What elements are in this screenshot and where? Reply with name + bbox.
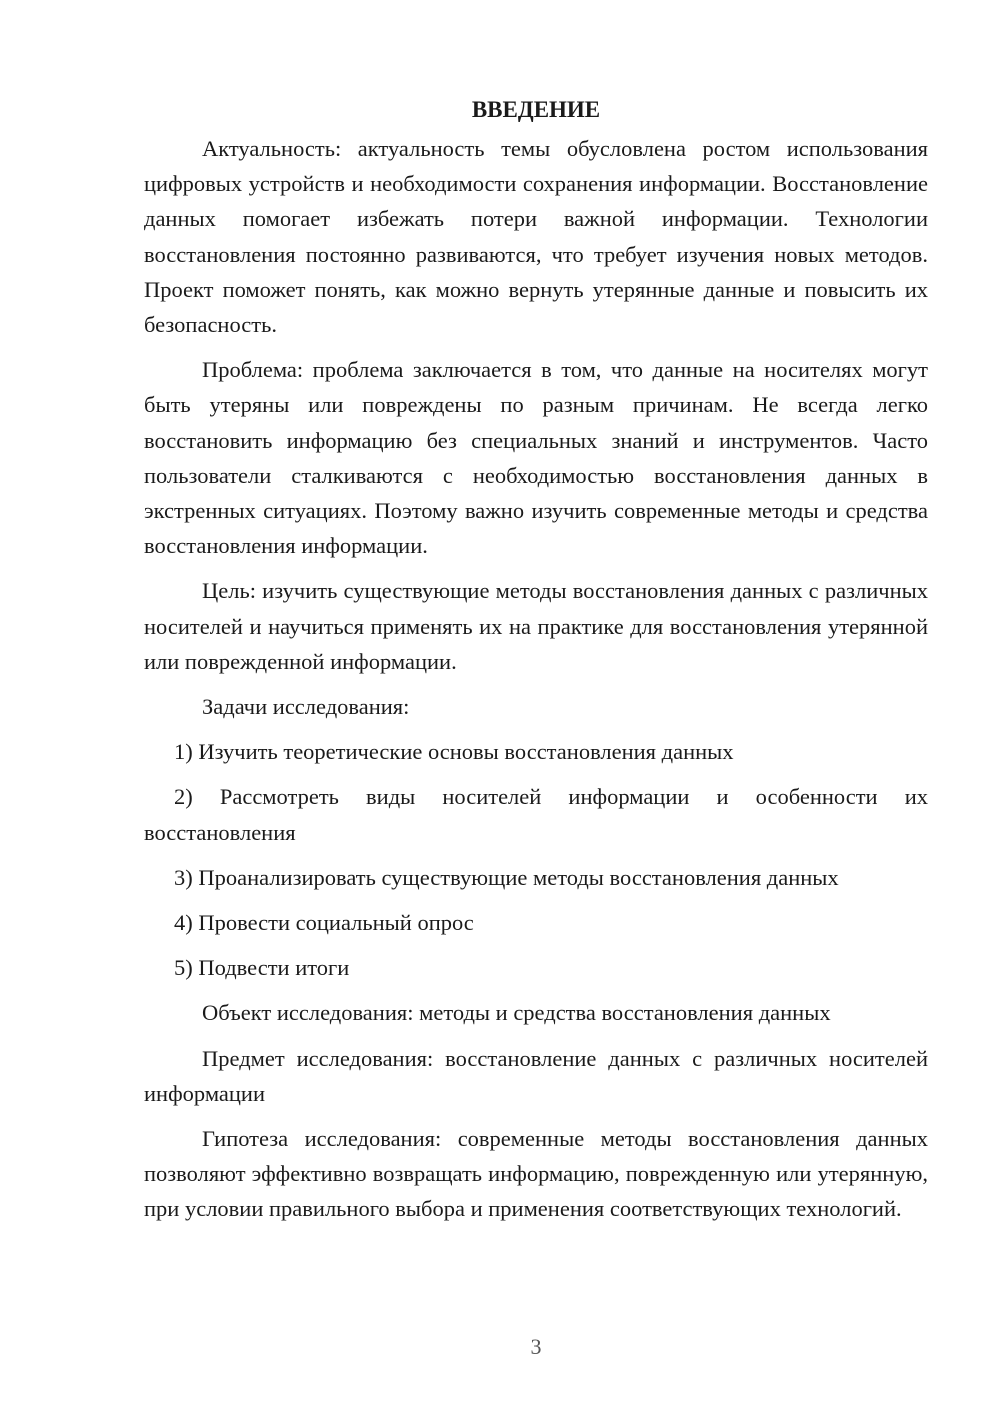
task-item-5: 5) Подвести итоги xyxy=(174,955,350,981)
task-item-1: 1) Изучить теоретические основы восстановления данных xyxy=(174,739,734,765)
task-item-4: 4) Провести социальный опрос xyxy=(174,910,474,936)
paragraph-object: Объект исследования: методы и средства восстановления данных xyxy=(202,1000,831,1026)
task-item-2: 2) Рассмотреть виды носителей информации и особенности их восстановления xyxy=(144,784,928,845)
paragraph-relevance: Актуальность: актуальность темы обусловлена ростом использования цифровых устройств и необходимости сохранения информации. Восстановление данных помогает избежать потери важной информации. Технологии восстановления постоянно развиваются, что требует изучения новых методов. Проект поможет понять, как можно вернуть утерянные данные и повысить их безопасность. xyxy=(144,136,928,338)
paragraph-subject: Предмет исследования: восстановление данных с различных носителей информации xyxy=(144,1045,928,1106)
paragraph-hypothesis: Гипотеза исследования: современные методы восстановления данных позволяют эффективно возвращать информацию, поврежденную или утерянную, при условии правильного выбора и применения соответствующих технологий. xyxy=(144,1126,928,1222)
paragraph-goal: Цель: изучить существующие методы восстановления данных с различных носителей и научиться применять их на практике для восстановления утерянной или поврежденной информации. xyxy=(144,578,928,674)
paragraph-problem: Проблема: проблема заключается в том, что данные на носителях могут быть утеряны или повреждены по разным причинам. Не всегда легко восстановить информацию без специальных знаний и инструментов. Часто пользователи сталкиваются с необходимостью восстановления данных в экстренных ситуациях. Поэтому важно изучить современные методы и средства восстановления информации. xyxy=(144,357,928,559)
task-item-3: 3) Проанализировать существующие методы восстановления данных xyxy=(174,864,839,890)
document-page xyxy=(144,92,928,1227)
page-number: 3 xyxy=(530,1334,542,1359)
tasks-heading: Задачи исследования: xyxy=(202,694,410,720)
page-title: ВВЕДЕНИЕ xyxy=(471,97,601,122)
